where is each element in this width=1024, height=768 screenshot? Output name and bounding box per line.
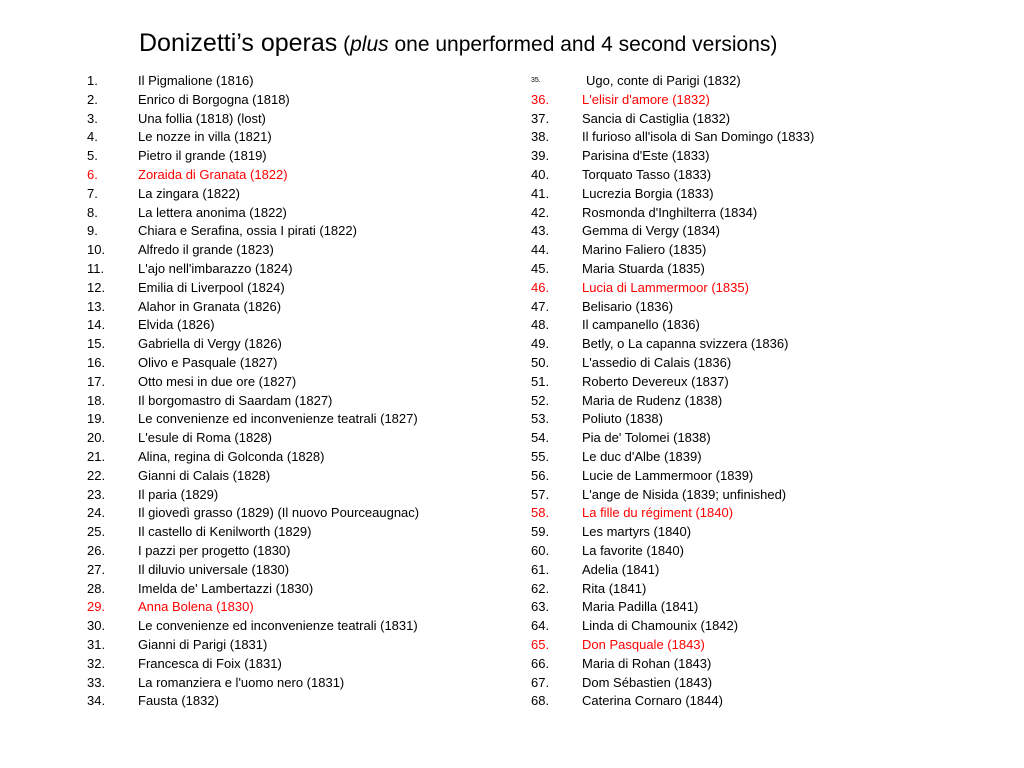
opera-title: Pietro il grande (1819) — [138, 148, 267, 164]
opera-title: Adelia (1841) — [582, 561, 660, 577]
opera-title: Il paria (1829) — [138, 486, 219, 502]
opera-title: Francesca di Foix (1831) — [138, 655, 282, 671]
opera-number: 40. — [531, 166, 550, 182]
opera-number: 67. — [531, 674, 550, 690]
opera-title: Le convenienze ed inconvenienze teatrali (1827) — [138, 411, 418, 427]
opera-title: Lucia di Lammermoor (1835) — [582, 279, 749, 295]
opera-number: 27. — [87, 561, 106, 577]
opera-title: Gianni di Parigi (1831) — [138, 636, 268, 652]
opera-title: Gabriella di Vergy (1826) — [138, 336, 282, 352]
opera-title: I pazzi per progetto (1830) — [138, 542, 291, 558]
opera-title: La fille du régiment (1840) — [582, 505, 734, 521]
opera-title: Ugo, conte di Parigi (1832) — [586, 73, 741, 88]
title-rest: one unperformed and 4 second versions) — [388, 33, 778, 56]
opera-number: 66. — [531, 655, 550, 671]
opera-title: Una follia (1818) (lost) — [138, 110, 266, 126]
opera-title: La favorite (1840) — [582, 542, 684, 558]
title-plus: plus — [350, 33, 389, 56]
opera-number: 22. — [87, 467, 106, 483]
opera-number: 48. — [531, 317, 550, 333]
opera-number: 46. — [531, 279, 550, 295]
opera-title: Poliuto (1838) — [582, 411, 663, 427]
opera-number: 61. — [531, 561, 550, 577]
opera-title: Le duc d'Albe (1839) — [582, 448, 702, 464]
opera-number: 2. — [87, 91, 98, 107]
opera-number: 53. — [531, 411, 550, 427]
opera-number: 65. — [531, 636, 550, 652]
opera-title: La romanziera e l'uomo nero (1831) — [138, 674, 345, 690]
opera-number: 29. — [87, 599, 106, 615]
opera-number: 23. — [87, 486, 106, 502]
opera-number: 47. — [531, 298, 550, 314]
opera-number: 13. — [87, 298, 106, 314]
opera-title: Maria de Rudenz (1838) — [582, 392, 723, 408]
opera-title: Les martyrs (1840) — [582, 524, 692, 540]
opera-title: Le convenienze ed inconvenienze teatrali (1831) — [138, 618, 418, 634]
opera-number: 33. — [87, 674, 106, 690]
opera-title: Maria di Rohan (1843) — [582, 655, 712, 671]
opera-number: 25. — [87, 524, 106, 540]
opera-number: 4. — [87, 129, 98, 145]
opera-number: 58. — [531, 505, 550, 521]
opera-title: Caterina Cornaro (1844) — [582, 693, 723, 709]
opera-number: 16. — [87, 354, 106, 370]
opera-number: 60. — [531, 542, 550, 558]
opera-number: 17. — [87, 373, 106, 389]
opera-title: Rosmonda d'Inghilterra (1834) — [582, 204, 758, 220]
opera-title: Betly, o La capanna svizzera (1836) — [582, 336, 789, 352]
opera-title: Le nozze in villa (1821) — [138, 129, 272, 145]
opera-number: 26. — [87, 542, 106, 558]
opera-title: Imelda de' Lambertazzi (1830) — [138, 580, 314, 596]
opera-title: Parisina d'Este (1833) — [582, 148, 710, 164]
opera-title: Il giovedì grasso (1829) (Il nuovo Pourceaugnac) — [138, 505, 420, 521]
opera-number: 35. — [531, 77, 541, 84]
opera-number: 45. — [531, 260, 550, 276]
opera-title: Gemma di Vergy (1834) — [582, 223, 721, 239]
opera-number: 31. — [87, 636, 106, 652]
opera-title: Alahor in Granata (1826) — [138, 298, 282, 314]
opera-title: Il campanello (1836) — [582, 317, 700, 333]
opera-title: L'ajo nell'imbarazzo (1824) — [138, 260, 293, 276]
opera-number: 14. — [87, 317, 106, 333]
opera-title: Dom Sébastien (1843) — [582, 674, 713, 690]
title-subtitle — [337, 33, 777, 56]
opera-title: Maria Padilla (1841) — [582, 599, 699, 615]
opera-number: 9. — [87, 223, 98, 239]
opera-number: 68. — [531, 693, 550, 709]
opera-title: Il castello di Kenilworth (1829) — [138, 524, 312, 540]
opera-number: 52. — [531, 392, 550, 408]
opera-number: 59. — [531, 524, 550, 540]
opera-number: 43. — [531, 223, 550, 239]
opera-number: 62. — [531, 580, 550, 596]
opera-title: Alina, regina di Golconda (1828) — [138, 448, 325, 464]
opera-title: Il furioso all'isola di San Domingo (1833) — [582, 129, 815, 145]
opera-number: 57. — [531, 486, 550, 502]
opera-number: 39. — [531, 148, 550, 164]
opera-title: Olivo e Pasquale (1827) — [138, 354, 278, 370]
opera-title: La zingara (1822) — [138, 185, 240, 201]
opera-number: 1. — [87, 73, 98, 88]
opera-number: 55. — [531, 448, 550, 464]
opera-title: Otto mesi in due ore (1827) — [138, 373, 297, 389]
opera-title: Pia de' Tolomei (1838) — [582, 430, 711, 446]
opera-title: Anna Bolena (1830) — [138, 599, 254, 615]
opera-number: 24. — [87, 505, 106, 521]
title-open-paren: ( — [337, 33, 351, 56]
title-main: Donizetti’s operas — [139, 29, 338, 57]
opera-title: L'esule di Roma (1828) — [138, 430, 272, 446]
opera-title: Alfredo il grande (1823) — [138, 242, 274, 258]
opera-number: 49. — [531, 336, 550, 352]
opera-title: La lettera anonima (1822) — [138, 204, 287, 220]
opera-title: L'elisir d'amore (1832) — [582, 91, 710, 107]
opera-number: 56. — [531, 467, 550, 483]
opera-title: Emilia di Liverpool (1824) — [138, 279, 285, 295]
opera-title: Linda di Chamounix (1842) — [582, 618, 739, 634]
opera-number: 28. — [87, 580, 106, 596]
opera-title: L'ange de Nisida (1839; unfinished) — [582, 486, 787, 502]
page-title — [139, 26, 777, 62]
opera-number: 38. — [531, 129, 550, 145]
opera-number: 42. — [531, 204, 550, 220]
opera-number: 37. — [531, 110, 550, 126]
opera-number: 19. — [87, 411, 106, 427]
opera-number: 30. — [87, 618, 106, 634]
opera-title: Gianni di Calais (1828) — [138, 467, 271, 483]
opera-title: Lucrezia Borgia (1833) — [582, 185, 714, 201]
opera-number: 3. — [87, 110, 98, 126]
opera-title: Rita (1841) — [582, 580, 647, 596]
opera-number: 64. — [531, 618, 550, 634]
opera-number: 12. — [87, 279, 106, 295]
opera-number: 10. — [87, 242, 106, 258]
opera-title: Belisario (1836) — [582, 298, 674, 314]
opera-title: Roberto Devereux (1837) — [582, 373, 729, 389]
opera-title: Sancia di Castiglia (1832) — [582, 110, 731, 126]
opera-number: 32. — [87, 655, 106, 671]
opera-number: 11. — [87, 260, 105, 276]
opera-number: 44. — [531, 242, 550, 258]
opera-number: 18. — [87, 392, 106, 408]
opera-title: Elvida (1826) — [138, 317, 215, 333]
opera-title: Il Pigmalione (1816) — [138, 73, 254, 88]
opera-number: 50. — [531, 354, 550, 370]
opera-title: Chiara e Serafina, ossia I pirati (1822) — [138, 223, 357, 239]
opera-title: Maria Stuarda (1835) — [582, 260, 705, 276]
opera-title: Enrico di Borgogna (1818) — [138, 91, 290, 107]
opera-number: 41. — [531, 185, 550, 201]
opera-title: Torquato Tasso (1833) — [582, 166, 712, 182]
opera-number: 8. — [87, 204, 98, 220]
opera-title: Lucie de Lammermoor (1839) — [582, 467, 754, 483]
opera-title: Fausta (1832) — [138, 693, 219, 709]
opera-title: Il borgomastro di Saardam (1827) — [138, 392, 333, 408]
opera-title: Don Pasquale (1843) — [582, 636, 705, 652]
opera-number: 7. — [87, 185, 98, 201]
opera-number: 21. — [87, 448, 106, 464]
opera-number: 5. — [87, 148, 98, 164]
opera-title: Il diluvio universale (1830) — [138, 561, 290, 577]
opera-number: 54. — [531, 430, 550, 446]
opera-title: Zoraida di Granata (1822) — [138, 166, 288, 182]
opera-title: Marino Faliero (1835) — [582, 242, 707, 258]
opera-title: L'assedio di Calais (1836) — [582, 354, 732, 370]
opera-number: 20. — [87, 430, 106, 446]
opera-number: 15. — [87, 336, 106, 352]
opera-number: 6. — [87, 166, 98, 182]
opera-number: 51. — [531, 373, 550, 389]
opera-number: 34. — [87, 693, 106, 709]
opera-number: 63. — [531, 599, 550, 615]
opera-number: 36. — [531, 91, 550, 107]
